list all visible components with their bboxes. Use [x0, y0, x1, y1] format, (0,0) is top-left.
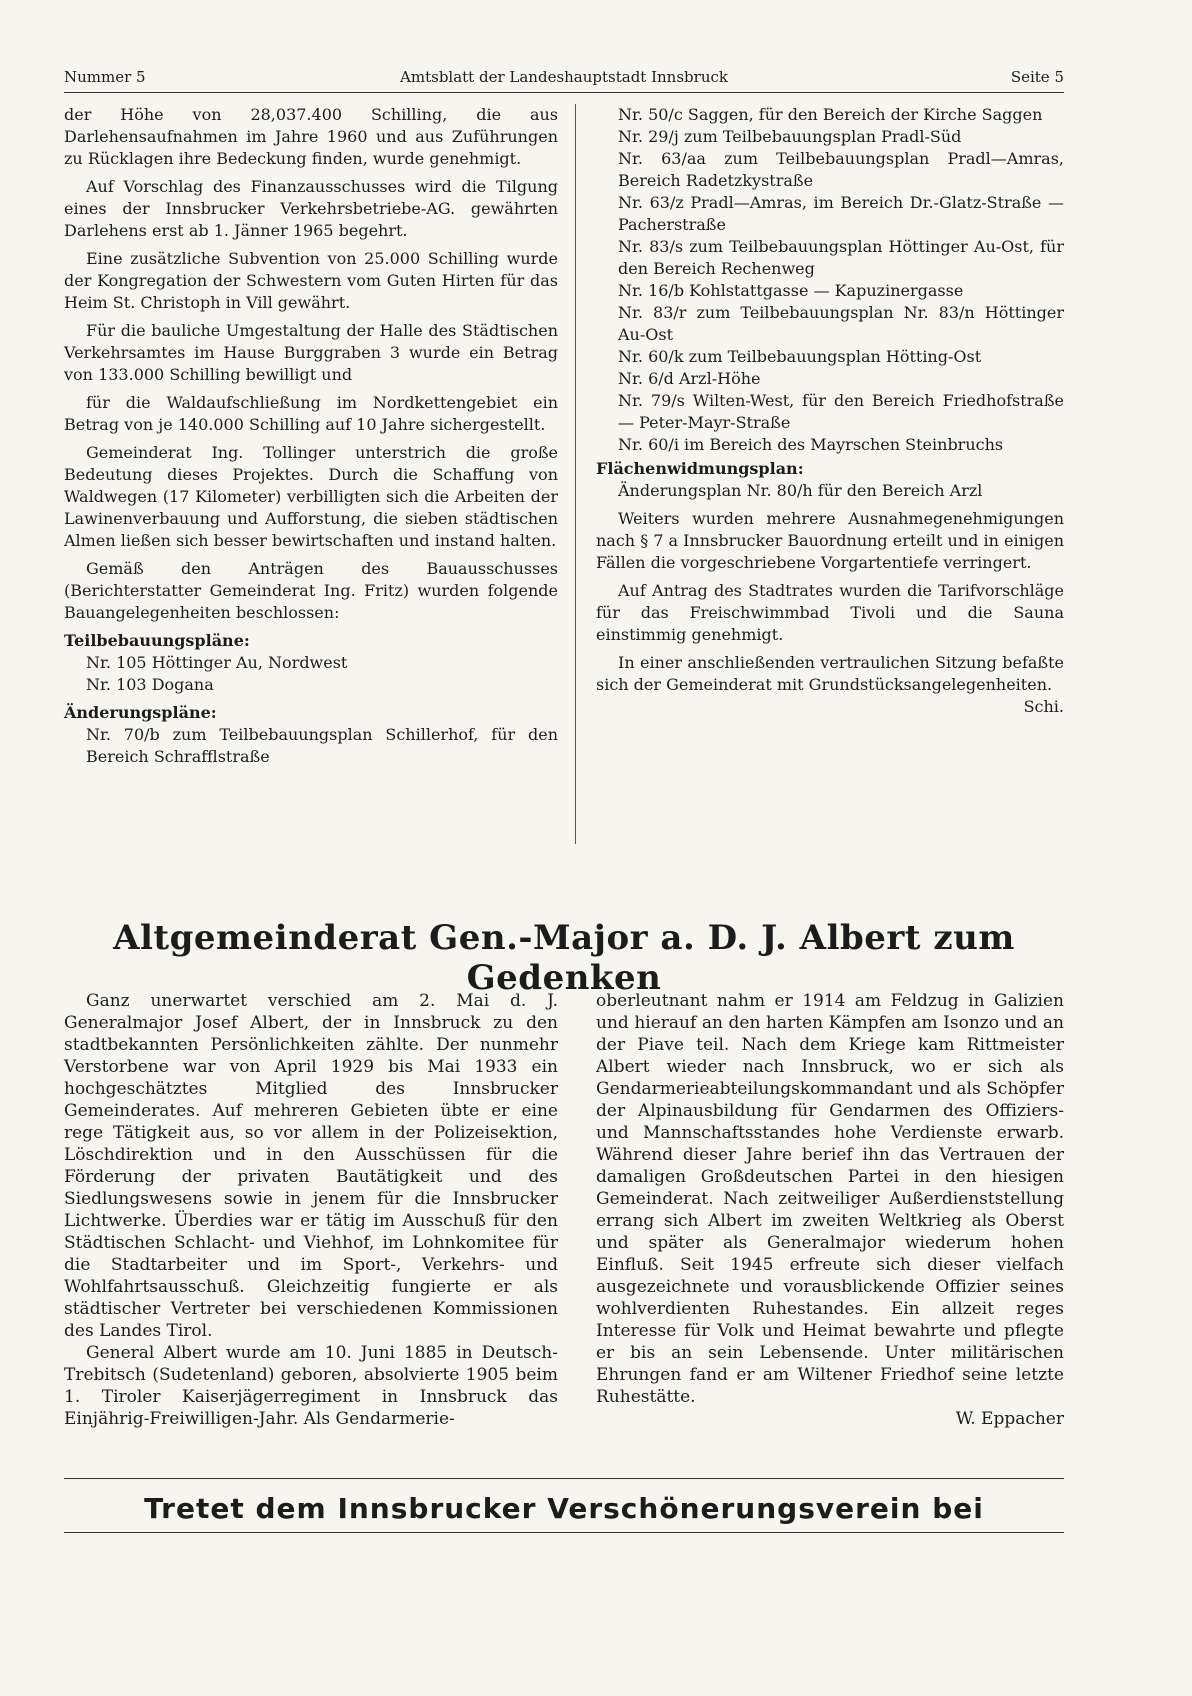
list-item: Nr. 63/z Pradl—Amras, im Bereich Dr.-Glatz-Straße — Pacherstraße — [618, 193, 1064, 234]
list-item: Nr. 60/i im Bereich des Mayrschen Steinbruchs — [618, 435, 1004, 454]
paragraph: der Höhe von 28,037.400 Schilling, die aus Darlehensaufnahmen im Jahre 1960 und aus Zuführungen zu Rücklagen ihre Bedeckung finden, wurde genehmigt. — [64, 105, 558, 168]
list-item: Nr. 70/b zum Teilbebauungsplan Schillerhof, für den Bereich Schrafflstraße — [86, 725, 558, 766]
list-item: Nr. 105 Höttinger Au, Nordwest — [86, 653, 348, 672]
list-item: Nr. 16/b Kohlstattgasse — Kapuzinergasse — [618, 281, 964, 300]
list-item: Nr. 29/j zum Teilbebauungsplan Pradl-Süd — [618, 127, 962, 146]
paragraph: Gemeinderat Ing. Tollinger unterstrich die große Bedeutung dieses Projektes. Durch die Schaffung von Waldwegen (17 Kilometer) verbilligten sich die Arbeiten der Lawinenverbauung und Aufforstung, die sieben städtischen Almen ließen sich besser bewirtschaften und instand halten. — [64, 443, 558, 550]
list-item: Nr. 79/s Wilten-West, für den Bereich Friedhofstraße — Peter-Mayr-Straße — [618, 391, 1064, 432]
author-signature: Schi. — [1023, 697, 1064, 716]
column-divider — [575, 104, 576, 844]
page-number: Seite 5 — [1010, 68, 1064, 86]
list-item: Nr. 83/s zum Teilbebauungsplan Höttinger Au-Ost, für den Bereich Rechenweg — [618, 237, 1064, 278]
paragraph: Auf Vorschlag des Finanzausschusses wird die Tilgung eines der Innsbrucker Verkehrsbetriebe-AG. gewährten Darlehens erst ab 1. Jänner 1965 begehrt. — [64, 177, 558, 240]
paragraph: In einer anschließenden vertraulichen Sitzung befaßte sich der Gemeinderat mit Grundstücksangelegenheiten. — [596, 653, 1064, 694]
list-item: Nr. 50/c Saggen, für den Bereich der Kirche Saggen — [618, 105, 1043, 124]
header-rule — [64, 92, 1064, 93]
publication-title: Amtsblatt der Landeshauptstadt Innsbruck — [400, 68, 728, 86]
paragraph: General Albert wurde am 10. Juni 1885 in Deutsch-Trebitsch (Sudetenland) geboren, absolvierte 1905 beim 1. Tiroler Kaiserjägerregiment in Innsbruck das Einjährig-Freiwilligen-Jahr. Als Gendarmerie- — [64, 1343, 558, 1429]
paragraph: Für die bauliche Umgestaltung der Halle des Städtischen Verkehrsamtes im Hause Burggraben 3 wurde ein Betrag von 133.000 Schilling bewilligt und — [64, 321, 558, 384]
paragraph: Gemäß den Anträgen des Bauausschusses (Berichterstatter Gemeinderat Ing. Fritz) wurden folgende Bauangelegenheiten beschlossen: — [64, 559, 558, 622]
list-item: Nr. 60/k zum Teilbebauungsplan Hötting-Ost — [618, 347, 982, 366]
list-item: Nr. 83/r zum Teilbebauungsplan Nr. 83/n Höttinger Au-Ost — [618, 303, 1064, 344]
author-signature: W. Eppacher — [955, 1409, 1064, 1429]
paragraph: Auf Antrag des Stadtrates wurden die Tarifvorschläge für das Freischwimmbad Tivoli und die Sauna einstimmig genehmigt. — [596, 581, 1064, 644]
section-heading: Änderungspläne: — [64, 703, 217, 722]
page-header — [64, 68, 1064, 90]
left-column — [64, 104, 558, 768]
list-item: Nr. 63/aa zum Teilbebauungsplan Pradl—Amras, Bereich Radetzkystraße — [618, 149, 1064, 190]
section-heading: Flächenwidmungsplan: — [596, 459, 804, 478]
paragraph: für die Waldaufschließung im Nordkettengebiet ein Betrag von je 140.000 Schilling auf 10 Jahre sichergestellt. — [64, 393, 558, 434]
banner-rule-top — [64, 1478, 1064, 1479]
article-left-column — [64, 990, 558, 1430]
paragraph: Eine zusätzliche Subvention von 25.000 Schilling wurde der Kongregation der Schwestern vom Guten Hirten für das Heim St. Christoph in Vill gewährt. — [64, 249, 558, 312]
paragraph: Ganz unerwartet verschied am 2. Mai d. J. Generalmajor Josef Albert, der in Innsbruck zu den stadtbekannten Persönlichkeiten zählte. Der nunmehr Verstorbene war von April 1929 bis Mai 1933 ein hochgeschätztes Mitglied des Innsbrucker Gemeinderates. Auf mehreren Gebieten übte er eine rege Tätigkeit aus, so vor allem in der Polizeisektion, Löschdirektion und in den Ausschüssen für die Förderung der privaten Bautätigkeit und des Siedlungswesens sowie in jenem für die Innsbrucker Lichtwerke. Überdies war er tätig im Ausschuß für den Städtischen Schlacht- und Viehhof, im Lohnkomitee für die Stadtarbeiter und im Sport-, Verkehrs- und Wohlfahrtsausschuß. Gleichzeitig fungierte er als städtischer Vertreter bei verschiedenen Kommissionen des Landes Tirol. — [64, 991, 558, 1341]
list-item: Nr. 6/d Arzl-Höhe — [618, 369, 761, 388]
list-item: Nr. 103 Dogana — [86, 675, 214, 694]
article-title: Altgemeinderat Gen.-Major a. D. J. Albert zum Gedenken — [113, 918, 1015, 998]
paragraph: Weiters wurden mehrere Ausnahmegenehmigungen nach § 7 a Innsbrucker Bauordnung erteilt und in einigen Fällen die vorgeschriebene Vorgartentiefe verringert. — [596, 509, 1064, 572]
advert-banner: Tretet dem Innsbrucker Verschönerungsverein bei — [144, 1492, 984, 1525]
banner-rule-bottom — [64, 1532, 1064, 1533]
issue-number: Nummer 5 — [64, 68, 146, 86]
article-right-column — [596, 990, 1064, 1430]
section-heading: Teilbebauungspläne: — [64, 631, 250, 650]
paragraph: oberleutnant nahm er 1914 am Feldzug in Galizien und hierauf an den harten Kämpfen am Isonzo und an der Piave teil. Nach dem Kriege kam Rittmeister Albert wieder nach Innsbruck, wo er sich als Gendarmerieabteilungskommandant und als Schöpfer der Alpinausbildung für Gendarmen des Offiziers- und Mannschaftsstandes hohe Verdienste erwarb. Während dieser Jahre berief ihn das Vertrauen der damaligen Großdeutschen Partei in den hiesigen Gemeinderat. Nach zeitweiliger Außerdienststellung errang sich Albert im zweiten Weltkrieg als Oberst und später als Generalmajor wiederum hohen Einfluß. Seit 1945 erfreute sich dieser vielfach ausgezeichnete und vorausblickende Offizier seines wohlverdienten Ruhestandes. Ein allzeit reges Interesse für Volk und Heimat bewahrte und pflegte er bis an sein Lebensende. Unter militärischen Ehrungen fand er am Wiltener Friedhof seine letzte Ruhestätte. — [596, 991, 1064, 1407]
list-item: Änderungsplan Nr. 80/h für den Bereich Arzl — [618, 481, 983, 500]
right-column — [596, 104, 1064, 718]
